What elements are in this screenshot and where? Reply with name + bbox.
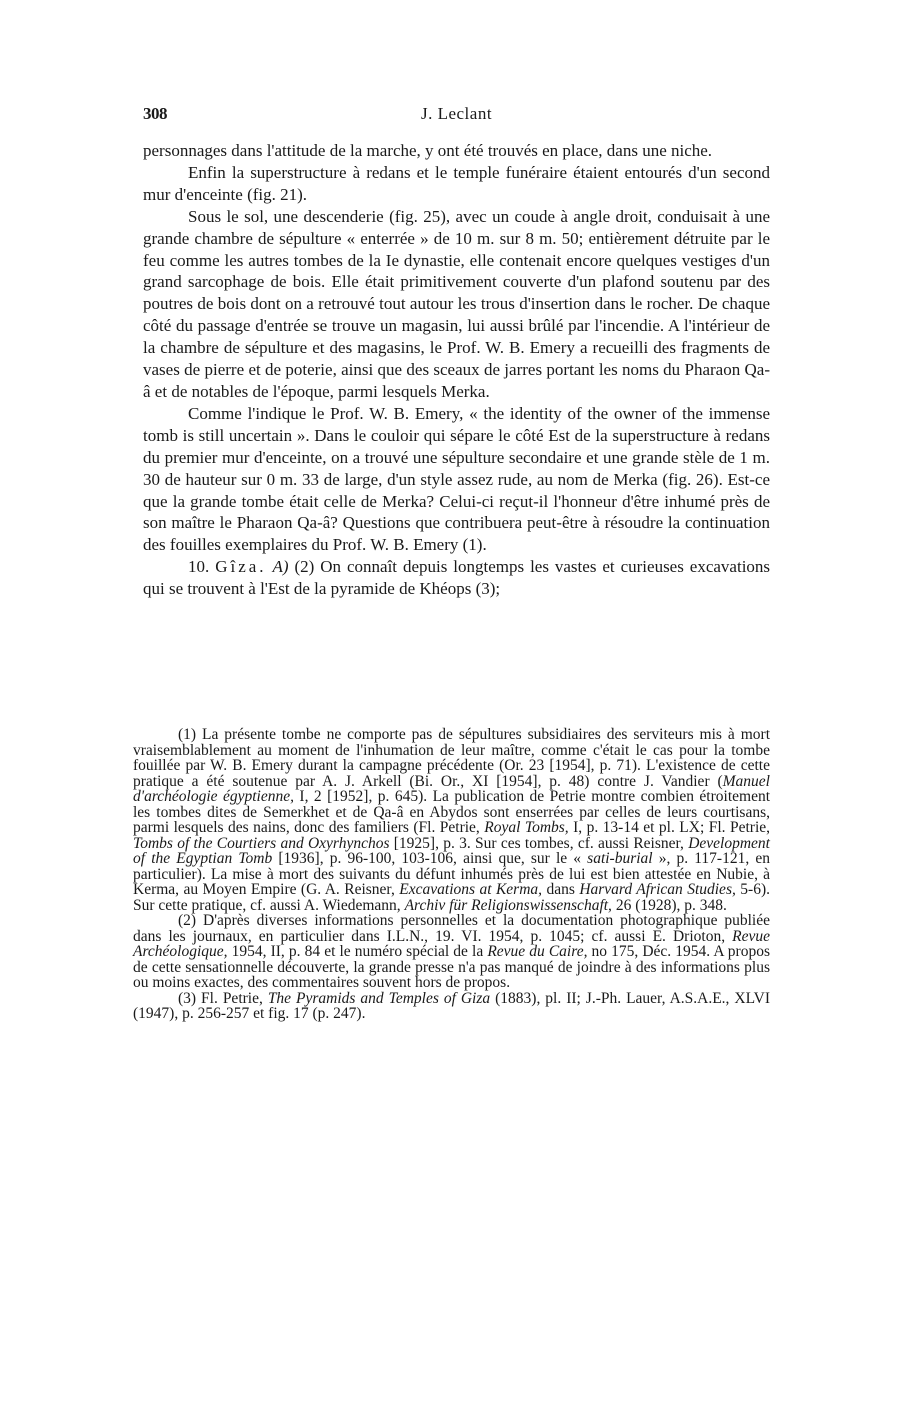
running-head: J. Leclant — [420, 104, 493, 123]
citation-title: Archiv für Religionswissenschaft, — [404, 896, 612, 914]
citation-title: The Pyramids and Temples of Giza — [267, 989, 491, 1007]
citation-title: Revue Archéologique, — [133, 927, 770, 960]
paragraph-section-10 — [143, 556, 770, 600]
citation-title: Harvard African Studies, — [579, 881, 736, 898]
citation-title: Excavations at Kerma, — [399, 881, 543, 898]
footnote-text: (1) La présente tombe ne comporte pas de sépultures subsidiaires des serviteurs mis à mort vraisemblablement au moment de l'inhumation de leur maître, comme c'était le cas pour la tombe fouillée par W. B. Emery durant la campagne précédente (Or. 23 [1954], p. 71). L'existence de cette pratique a été soutenue par A. J. Arkell (Bi. Or., XI [1954], p. 48) contre J. Vandier ( — [133, 726, 770, 790]
footnote-text: no 175, Déc. 1954. A propos de cette sensationnelle découverte, la grande presse n'a pas manqué de joindre à des informations plus ou moins exactes, des commentaires souvent hors de propos. — [133, 943, 770, 991]
footnote-text: », p. 117-121, en particulier). La mise à mort des suivants du défunt inhumés près de lui est bien attestée en Nubie, à Kerma, au Moyen Empire (G. A. Reisner, — [133, 850, 770, 898]
paragraph: Enfin la superstructure à redans et le temple funéraire étaient entourés d'un second mur d'enceinte (fig. 21). — [143, 162, 770, 204]
footnote-2 — [133, 913, 770, 991]
footnote-text: (3) Fl. Petrie, — [178, 989, 268, 1007]
footnote-text: 1954, II, p. 84 et le numéro spécial de la — [227, 943, 488, 960]
section-text: (2) On connaît depuis longtemps les vastes et curieuses excavations qui se trouvent à l'Est de la pyramide de Khéops (3); — [143, 557, 771, 599]
citation-title: Royal Tombs, — [484, 819, 569, 836]
footnote-text: (2) D'après diverses informations personnelles et la documentation photographique publiée dans les journaux, en particulier dans I.L.N., 19. VI. 1954, p. 1045; cf. aussi E. Drioton, — [133, 912, 770, 945]
citation-term: sati-burial — [587, 850, 653, 867]
section-number: 10. — [188, 557, 210, 577]
footnote-text: I, 2 [1952], p. 645). La publication de Petrie montre combien étroitement les tombes dites de Semerkhet et de Qa-â en Abydos sont enserrées par celles de leurs courtisans, parmi lesquels des nains, donc des familiers (Fl. Petrie, — [133, 788, 770, 836]
footnote-1 — [133, 727, 770, 913]
paragraph: personnages dans l'attitude de la marche, y ont été trouvés en place, dans une niche. — [143, 141, 713, 160]
page-number: 308 — [143, 104, 167, 123]
footnote-text: [1936], p. 96-100, 103-106, ainsi que, sur le « — [272, 850, 588, 867]
footnote-3 — [133, 991, 770, 1022]
footnote-text: 26 (1928), p. 348. — [611, 896, 727, 914]
section-place: Gîza. — [215, 557, 267, 577]
footnote-text: 5-6). Sur cette pratique, cf. aussi A. Wiedemann, — [133, 881, 770, 914]
footnote-text: I, p. 13-14 et pl. LX; Fl. Petrie, — [568, 819, 771, 836]
footnote-text: dans — [542, 881, 580, 898]
paragraph: Sous le sol, une descenderie (fig. 25), avec un coude à angle droit, conduisait à une grande chambre de sépulture « enterrée » de 10 m. sur 8 m. 50; entièrement détruite par le feu comme les autres tombes de la Ie dynastie, elle contenait encore quelques vestiges d'un grand sarcophage de bois. Elle était primitivement couverte d'un plafond soutenu par des poutres de bois dont on a retrouvé tout autour les trous d'insertion dans le rocher. De chaque côté du passage d'entrée se trouve un magasin, lui aussi brûlé par l'incendie. A l'intérieur de la chambre de sépulture et des magasins, le Prof. W. B. Emery a recueilli des fragments de vases de pierre et de poterie, ainsi que des sceaux de jarres portant les noms du Pharaon Qa-â et de notables de l'époque, parmi lesquels Merka. — [143, 206, 770, 401]
citation-title: Manuel d'archéologie égyptienne, — [133, 772, 770, 805]
section-subpart: A) — [272, 557, 289, 577]
footnotes — [133, 727, 770, 1022]
page-header — [143, 98, 770, 128]
main-text — [143, 140, 770, 600]
citation-title: Revue du Caire, — [487, 943, 588, 960]
footnote-text: [1925], p. 3. Sur ces tombes, cf. aussi Reisner, — [389, 834, 689, 852]
citation-title: Development of the Egyptian Tomb — [133, 834, 770, 867]
footnote-text: (1883), pl. II; J.-Ph. Lauer, A.S.A.E., XLVI (1947), p. 256-257 et fig. 17 (p. 247). — [133, 989, 770, 1022]
citation-title: Tombs of the Courtiers and Oxyrhynchos — [133, 834, 390, 852]
paragraph: Comme l'indique le Prof. W. B. Emery, « the identity of the owner of the immense tomb is still uncertain ». Dans le couloir qui sépare le côté Est de la superstructure à redans du premier mur d'enceinte, on a trouvé une sépulture secondaire et une grande stèle de 1 m. 30 de hauteur sur 0 m. 33 de large, d'un style assez rude, au nom de Merka (fig. 26). Est-ce que la grande tombe était celle de Merka? Celui-ci reçut-il l'honneur d'être inhumé près de son maître le Pharaon Qa-â? Questions que contribuera peut-être à résoudre la continuation des fouilles exemplaires du Prof. W. B. Emery (1). — [143, 403, 770, 555]
